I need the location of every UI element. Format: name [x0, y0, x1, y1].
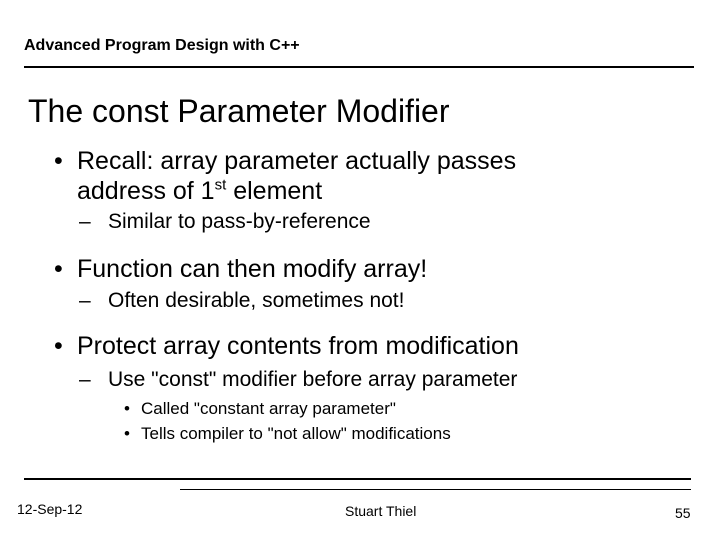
header-divider	[24, 66, 694, 68]
bullet-1-sub-1: Similar to pass-by-reference	[108, 210, 371, 233]
bullet-3-subsub-1: Called "constant array parameter"	[141, 399, 396, 418]
course-title: Advanced Program Design with C++	[24, 37, 300, 54]
bullet-2-sub-1: Often desirable, sometimes not!	[108, 289, 405, 312]
dash-2: –	[79, 289, 91, 312]
bullet-2-marker: •	[54, 255, 63, 283]
dash-1: –	[79, 210, 91, 233]
bullet-3-marker: •	[54, 332, 63, 360]
bullet-3-text: Protect array contents from modification	[77, 332, 519, 360]
dash-3: –	[79, 368, 91, 391]
bullet-3-sub-1: Use "const" modifier before array parameter	[108, 368, 518, 391]
bullet-1-line1: Recall: array parameter actually passes	[77, 147, 517, 175]
bullet-1-marker: •	[54, 147, 63, 175]
footer-divider-top	[24, 478, 691, 480]
footer-author: Stuart Thiel	[345, 503, 417, 519]
subsub-bullet-1-marker: •	[124, 399, 130, 418]
bullet-2-text: Function can then modify array!	[77, 255, 428, 283]
subsub-bullet-2-marker: •	[124, 424, 130, 443]
slide-title: The const Parameter Modifier	[28, 93, 450, 129]
bullet-3-subsub-2: Tells compiler to "not allow" modifications	[141, 424, 451, 443]
footer-date: 12-Sep-12	[17, 501, 83, 517]
ordinal-superscript: st	[214, 176, 227, 194]
footer-divider-bottom	[180, 489, 691, 490]
bullet-1-line2: address of 1st element	[77, 176, 323, 205]
page-number: 55	[675, 505, 691, 521]
